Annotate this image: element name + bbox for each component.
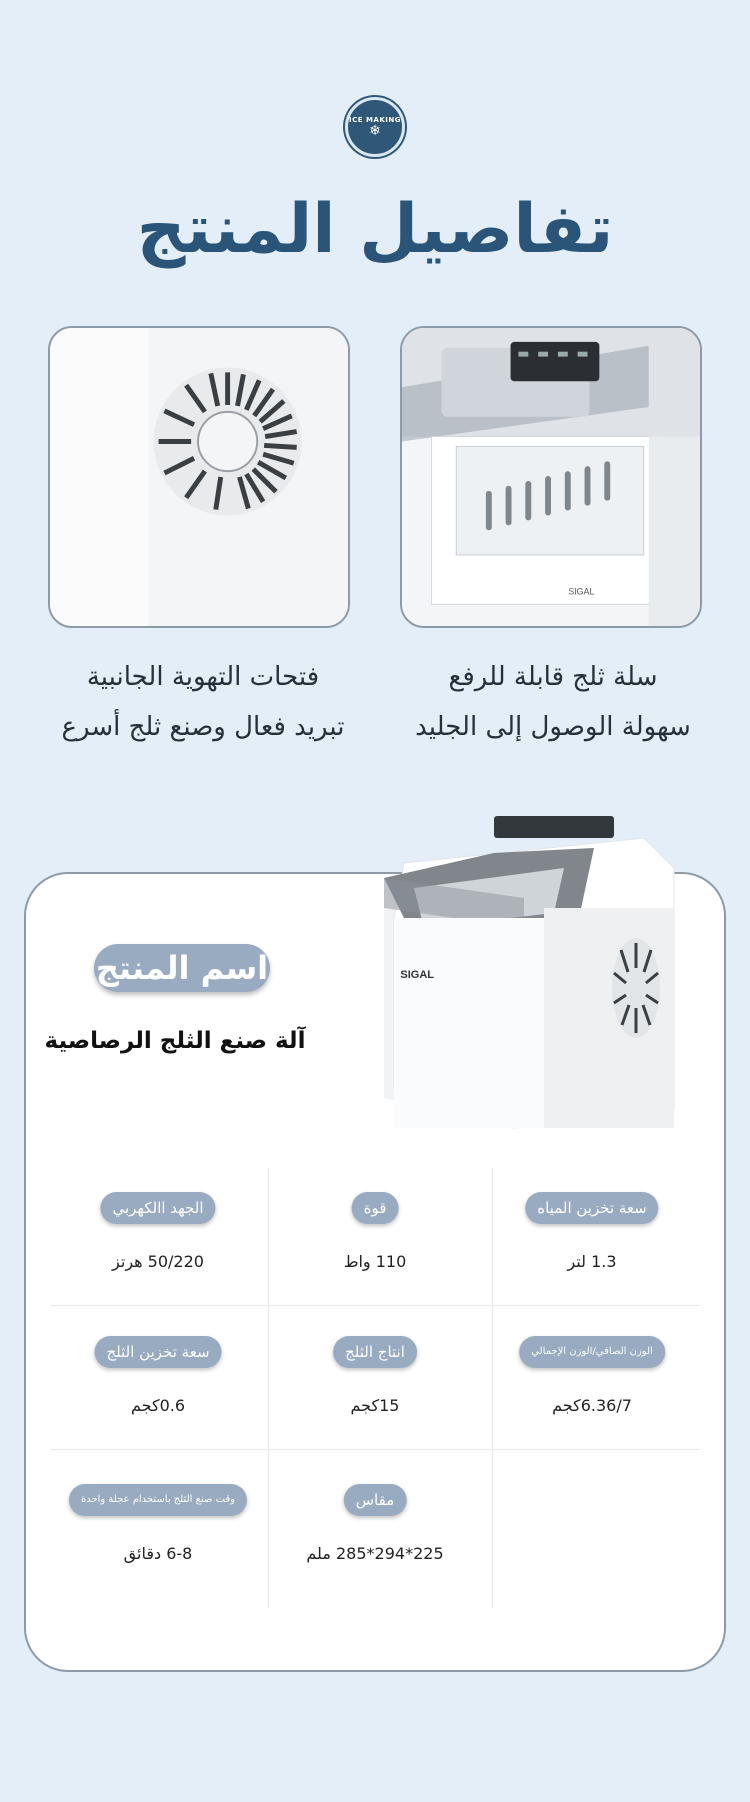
side-vent-photo	[48, 326, 350, 628]
spec-value: 15كجم	[350, 1396, 400, 1415]
spec-ice-production	[267, 1312, 483, 1456]
spec-value: 1.3 لتر	[567, 1252, 617, 1271]
spec-voltage	[50, 1168, 266, 1312]
spec-power	[267, 1168, 483, 1312]
feature-title: سلة ثلج قابلة للرفع	[448, 662, 658, 692]
feature-desc: سهولة الوصول إلى الجليد	[415, 712, 691, 742]
spec-weight	[484, 1312, 700, 1456]
spec-value: 6.36/7كجم	[552, 1396, 632, 1415]
ice-maker-product-image	[374, 808, 676, 1134]
spec-value: 110 واط	[343, 1252, 407, 1271]
ice-maker-illustration	[374, 808, 676, 1134]
spec-value: 0.6كجم	[130, 1396, 186, 1415]
spec-water-capacity	[484, 1168, 700, 1312]
product-name-label: اسم المنتج	[94, 944, 270, 992]
spec-label: الوزن الصافي/الوزن الإجمالي	[519, 1336, 665, 1368]
spec-label: انتاج الثلج	[333, 1336, 417, 1368]
spec-label: وقت صنع الثلج باستخدام عجلة واحدة	[69, 1484, 247, 1516]
vent-illustration	[50, 328, 348, 626]
ice-basket-illustration	[402, 328, 700, 626]
specs-grid	[50, 1168, 700, 1608]
spec-ice-cycle-time	[50, 1460, 266, 1604]
feature-caption-basket	[388, 652, 718, 752]
page-title: تفاصيل المنتج	[136, 190, 614, 269]
ice-making-badge	[345, 97, 405, 157]
svg-text:SIGAL: SIGAL	[568, 586, 595, 597]
feature-title: فتحات التهوية الجانبية	[86, 662, 320, 692]
ice-basket-photo	[400, 326, 702, 628]
brand-label: SIGAL	[400, 969, 434, 981]
spec-label: سعة تخزين المياه	[525, 1192, 658, 1224]
spec-dimensions	[267, 1460, 483, 1604]
product-name: آلة صنع الثلج الرصاصية	[44, 1028, 306, 1054]
spec-value: 50/220 هرتز	[112, 1252, 204, 1271]
spec-label: الجهد االكهربي	[100, 1192, 215, 1224]
spec-label: سعة تخزين الثلج	[94, 1336, 221, 1368]
feature-desc: تبريد فعال وصنع ثلج أسرع	[61, 712, 345, 742]
feature-caption-vent	[38, 652, 368, 752]
spec-value: 225*294*285 ملم	[306, 1544, 444, 1563]
badge-text: ICE MAKING	[349, 116, 401, 124]
spec-label: مقاس	[344, 1484, 407, 1516]
snowflake-icon: ❄	[369, 123, 381, 139]
spec-ice-storage	[50, 1312, 266, 1456]
spec-value: 6-8 دقائق	[123, 1544, 193, 1563]
spec-label: قوة	[352, 1192, 399, 1224]
